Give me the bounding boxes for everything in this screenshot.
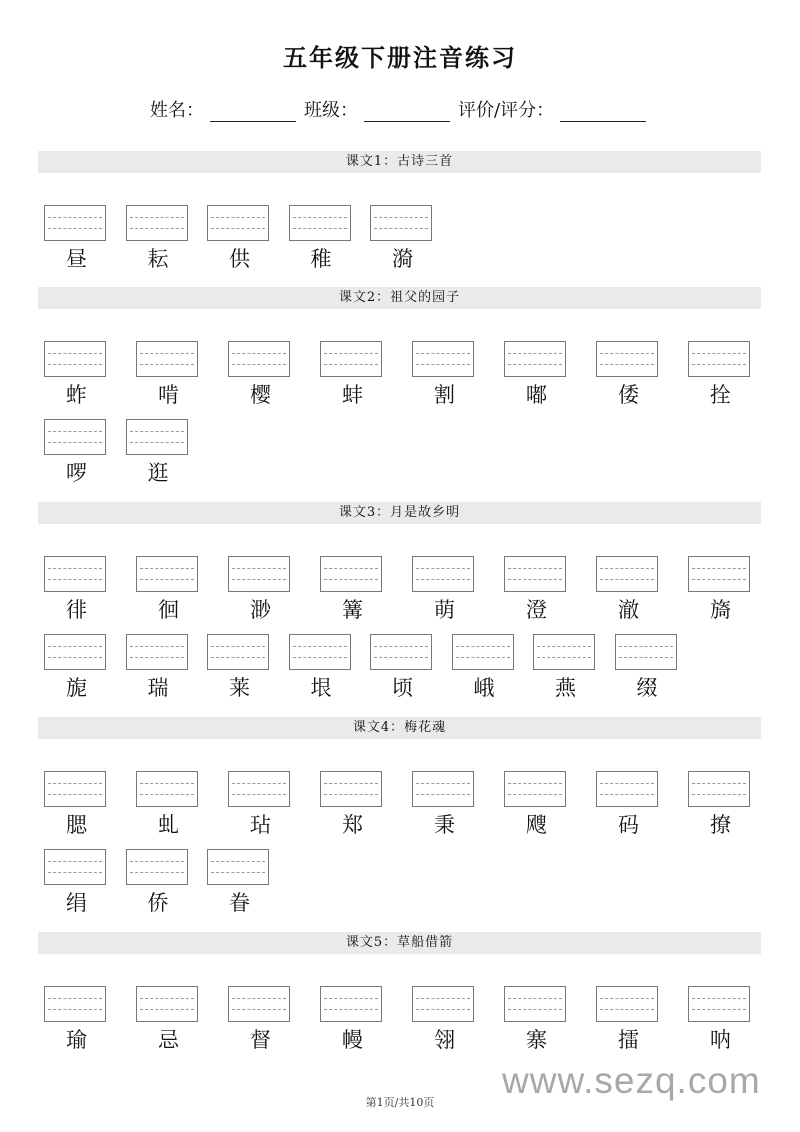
pinyin-writing-box[interactable] <box>207 634 269 670</box>
guide-line <box>140 998 194 999</box>
lesson-section <box>38 502 761 700</box>
hanzi-character: 玷 <box>250 813 271 837</box>
guide-line <box>324 1009 378 1010</box>
pinyin-writing-box[interactable] <box>452 634 514 670</box>
guide-line <box>232 579 286 580</box>
guide-line <box>211 861 265 862</box>
guide-line <box>48 998 102 999</box>
hanzi-character: 啰 <box>66 461 87 485</box>
pinyin-writing-box[interactable] <box>596 556 658 592</box>
guide-line <box>140 579 194 580</box>
guide-line <box>508 568 562 569</box>
guide-line <box>211 217 265 218</box>
guide-line <box>600 353 654 354</box>
lesson-heading: 课文2：祖父的园子 <box>38 287 761 309</box>
pinyin-writing-box[interactable] <box>44 634 106 670</box>
guide-line <box>48 228 102 229</box>
guide-line <box>140 794 194 795</box>
hanzi-character: 呐 <box>710 1028 731 1052</box>
pinyin-writing-box[interactable] <box>228 986 290 1022</box>
lesson-section <box>38 932 761 1052</box>
guide-line <box>140 783 194 784</box>
hanzi-character: 耘 <box>147 247 169 271</box>
guide-line <box>416 364 470 365</box>
lesson-heading: 课文5：草船借箭 <box>38 932 761 954</box>
guide-line <box>48 217 102 218</box>
guide-line <box>48 657 102 658</box>
hanzi-character: 眷 <box>229 891 250 915</box>
guide-line <box>324 568 378 569</box>
guide-line <box>48 1009 102 1010</box>
guide-line <box>293 228 347 229</box>
hanzi-character: 澄 <box>526 598 547 622</box>
guide-line <box>600 364 654 365</box>
guide-line <box>692 568 746 569</box>
guide-line <box>232 1009 286 1010</box>
pinyin-writing-box[interactable] <box>136 771 198 807</box>
guide-line <box>692 998 746 999</box>
guide-line <box>140 1009 194 1010</box>
guide-line <box>48 364 102 365</box>
hanzi-character: 萌 <box>434 598 455 622</box>
name-label: 姓名： <box>150 100 204 121</box>
pinyin-writing-box[interactable] <box>504 341 566 377</box>
guide-line <box>130 657 184 658</box>
hanzi-character: 顷 <box>392 676 413 700</box>
hanzi-character: 腮 <box>66 813 87 837</box>
hanzi-character: 倭 <box>618 383 639 407</box>
guide-line <box>456 646 510 647</box>
pinyin-writing-box[interactable] <box>136 341 198 377</box>
guide-line <box>374 657 428 658</box>
hanzi-character: 幔 <box>342 1028 363 1052</box>
guide-line <box>416 568 470 569</box>
guide-line <box>48 783 102 784</box>
pinyin-writing-box[interactable] <box>289 205 351 241</box>
guide-line <box>48 431 102 432</box>
guide-line <box>508 783 562 784</box>
page-title: 五年级下册注音练习 <box>283 43 517 72</box>
guide-line <box>600 579 654 580</box>
pinyin-writing-box[interactable] <box>688 986 750 1022</box>
guide-line <box>293 217 347 218</box>
hanzi-character: 绢 <box>66 891 87 915</box>
guide-line <box>416 579 470 580</box>
guide-line <box>416 794 470 795</box>
guide-line <box>600 1009 654 1010</box>
guide-line <box>324 353 378 354</box>
hanzi-character: 割 <box>434 383 455 407</box>
hanzi-character: 莱 <box>229 676 250 700</box>
class-field <box>304 96 450 122</box>
pinyin-writing-box[interactable] <box>596 986 658 1022</box>
pinyin-writing-box[interactable] <box>228 771 290 807</box>
pinyin-writing-box[interactable] <box>688 771 750 807</box>
guide-line <box>692 579 746 580</box>
guide-line <box>324 794 378 795</box>
guide-line <box>692 364 746 365</box>
pinyin-writing-box[interactable] <box>228 556 290 592</box>
hanzi-character: 忌 <box>158 1028 179 1052</box>
guide-line <box>600 794 654 795</box>
page-footer: 第1页/共10页 <box>365 1096 435 1109</box>
hanzi-character: 拴 <box>710 383 731 407</box>
name-blank-line[interactable] <box>210 103 296 122</box>
hanzi-character: 昼 <box>66 247 87 271</box>
guide-line <box>416 353 470 354</box>
guide-line <box>140 353 194 354</box>
pinyin-writing-box[interactable] <box>126 849 188 885</box>
guide-line <box>600 998 654 999</box>
guide-line <box>537 646 591 647</box>
guide-line <box>211 657 265 658</box>
guide-line <box>48 872 102 873</box>
pinyin-writing-box[interactable] <box>320 771 382 807</box>
hanzi-character: 翎 <box>434 1028 455 1052</box>
guide-line <box>211 646 265 647</box>
hanzi-character: 督 <box>250 1028 271 1052</box>
guide-line <box>293 657 347 658</box>
lesson-section <box>38 151 761 271</box>
guide-line <box>692 794 746 795</box>
guide-line <box>130 217 184 218</box>
guide-line <box>130 228 184 229</box>
hanzi-character: 峨 <box>473 676 495 700</box>
pinyin-writing-box[interactable] <box>44 556 106 592</box>
lesson-heading: 课文1：古诗三首 <box>38 151 761 173</box>
pinyin-writing-box[interactable] <box>44 986 106 1022</box>
guide-line <box>508 1009 562 1010</box>
score-field <box>458 96 646 122</box>
guide-line <box>130 872 184 873</box>
hanzi-character: 缀 <box>636 676 658 700</box>
class-label: 班级： <box>304 100 358 121</box>
hanzi-character: 瑜 <box>66 1028 87 1052</box>
guide-line <box>48 442 102 443</box>
pinyin-writing-box[interactable] <box>504 771 566 807</box>
guide-line <box>619 657 673 658</box>
guide-line <box>416 1009 470 1010</box>
guide-line <box>232 568 286 569</box>
guide-line <box>48 568 102 569</box>
guide-line <box>692 353 746 354</box>
class-blank-line[interactable] <box>364 103 450 122</box>
hanzi-character: 嘟 <box>526 383 547 407</box>
lesson-heading: 课文4：梅花魂 <box>38 717 761 739</box>
guide-line <box>293 646 347 647</box>
pinyin-writing-box[interactable] <box>320 556 382 592</box>
guide-line <box>508 353 562 354</box>
hanzi-character: 蚱 <box>66 383 87 407</box>
pinyin-writing-box[interactable] <box>136 986 198 1022</box>
pinyin-writing-box[interactable] <box>320 986 382 1022</box>
pinyin-writing-box[interactable] <box>126 419 188 455</box>
guide-line <box>692 783 746 784</box>
guide-line <box>619 646 673 647</box>
student-info-row <box>150 96 654 122</box>
guide-line <box>508 794 562 795</box>
guide-line <box>537 657 591 658</box>
hanzi-character: 澈 <box>618 598 639 622</box>
guide-line <box>140 364 194 365</box>
pinyin-writing-box[interactable] <box>126 634 188 670</box>
watermark: www.sezq.com <box>502 1060 761 1101</box>
guide-line <box>324 998 378 999</box>
guide-line <box>48 579 102 580</box>
pinyin-writing-box[interactable] <box>44 205 106 241</box>
pinyin-writing-box[interactable] <box>596 341 658 377</box>
hanzi-character: 供 <box>229 247 250 271</box>
pinyin-writing-box[interactable] <box>44 771 106 807</box>
name-field <box>150 96 296 122</box>
pinyin-writing-box[interactable] <box>504 986 566 1022</box>
pinyin-writing-box[interactable] <box>688 341 750 377</box>
pinyin-writing-box[interactable] <box>44 341 106 377</box>
guide-line <box>324 364 378 365</box>
guide-line <box>211 228 265 229</box>
pinyin-writing-box[interactable] <box>44 419 106 455</box>
pinyin-writing-box[interactable] <box>370 205 432 241</box>
hanzi-character: 旎 <box>66 676 87 700</box>
guide-line <box>508 579 562 580</box>
hanzi-character: 侨 <box>147 891 169 915</box>
hanzi-character: 蚌 <box>342 383 363 407</box>
lesson-section <box>38 287 761 485</box>
guide-line <box>48 861 102 862</box>
pinyin-writing-box[interactable] <box>533 634 595 670</box>
hanzi-character: 撩 <box>710 813 731 837</box>
hanzi-character: 啃 <box>158 383 179 407</box>
guide-line <box>130 431 184 432</box>
guide-line <box>130 442 184 443</box>
guide-line <box>600 568 654 569</box>
pinyin-writing-box[interactable] <box>412 556 474 592</box>
guide-line <box>211 872 265 873</box>
pinyin-writing-box[interactable] <box>207 849 269 885</box>
guide-line <box>140 568 194 569</box>
pinyin-writing-box[interactable] <box>615 634 677 670</box>
hanzi-character: 篝 <box>342 598 363 622</box>
pinyin-writing-box[interactable] <box>136 556 198 592</box>
guide-line <box>48 794 102 795</box>
hanzi-character: 飕 <box>526 813 547 837</box>
hanzi-character: 码 <box>618 813 639 837</box>
hanzi-character: 擂 <box>618 1028 639 1052</box>
pinyin-writing-box[interactable] <box>126 205 188 241</box>
guide-line <box>416 998 470 999</box>
guide-line <box>508 364 562 365</box>
hanzi-character: 漪 <box>392 247 413 271</box>
hanzi-character: 寨 <box>526 1028 547 1052</box>
guide-line <box>232 783 286 784</box>
hanzi-character: 樱 <box>250 383 271 407</box>
guide-line <box>374 217 428 218</box>
pinyin-writing-box[interactable] <box>596 771 658 807</box>
hanzi-character: 燕 <box>555 676 576 700</box>
pinyin-writing-box[interactable] <box>412 986 474 1022</box>
guide-line <box>48 353 102 354</box>
hanzi-character: 秉 <box>434 813 455 837</box>
pinyin-writing-box[interactable] <box>412 771 474 807</box>
score-blank-line[interactable] <box>560 103 646 122</box>
pinyin-writing-box[interactable] <box>412 341 474 377</box>
hanzi-character: 郑 <box>342 813 363 837</box>
guide-line <box>130 861 184 862</box>
pinyin-writing-box[interactable] <box>207 205 269 241</box>
guide-line <box>600 783 654 784</box>
pinyin-writing-box[interactable] <box>370 634 432 670</box>
pinyin-writing-box[interactable] <box>44 849 106 885</box>
guide-line <box>508 998 562 999</box>
guide-line <box>232 998 286 999</box>
pinyin-writing-box[interactable] <box>289 634 351 670</box>
pinyin-writing-box[interactable] <box>320 341 382 377</box>
pinyin-writing-box[interactable] <box>504 556 566 592</box>
score-label: 评价/评分： <box>458 100 555 121</box>
hanzi-character: 旖 <box>710 598 731 622</box>
guide-line <box>324 783 378 784</box>
guide-line <box>692 1009 746 1010</box>
hanzi-character: 垠 <box>310 676 332 700</box>
hanzi-character: 徊 <box>158 598 179 622</box>
hanzi-character: 逛 <box>147 461 169 485</box>
guide-line <box>456 657 510 658</box>
guide-line <box>232 353 286 354</box>
hanzi-character: 徘 <box>66 598 87 622</box>
guide-line <box>48 646 102 647</box>
hanzi-character: 虬 <box>158 813 179 837</box>
pinyin-writing-box[interactable] <box>228 341 290 377</box>
guide-line <box>374 646 428 647</box>
hanzi-character: 渺 <box>250 598 271 622</box>
guide-line <box>232 364 286 365</box>
lesson-heading: 课文3：月是故乡明 <box>38 502 761 524</box>
guide-line <box>232 794 286 795</box>
lesson-section <box>38 717 761 915</box>
guide-line <box>416 783 470 784</box>
hanzi-character: 稚 <box>310 247 332 271</box>
pinyin-writing-box[interactable] <box>688 556 750 592</box>
guide-line <box>374 228 428 229</box>
hanzi-character: 瑞 <box>147 676 169 700</box>
guide-line <box>324 579 378 580</box>
guide-line <box>130 646 184 647</box>
